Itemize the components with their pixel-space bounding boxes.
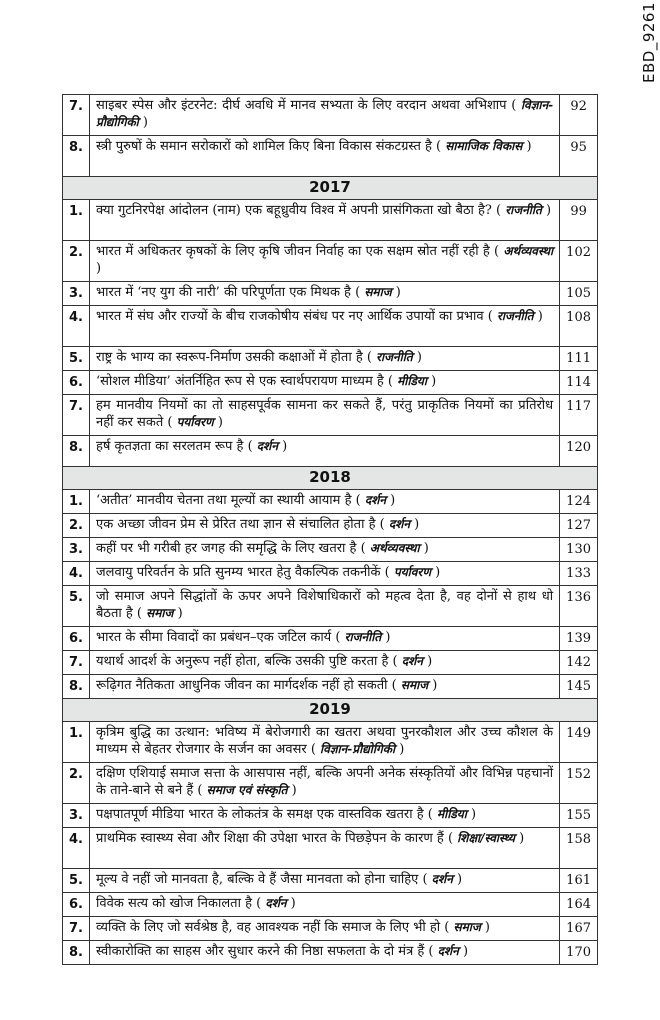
essay-title-cell: एक अच्छा जीवन प्रेम से प्रेरित तथा ज्ञान से संचालित होता है ( दर्शन ): [90, 514, 560, 538]
table-row: [63, 763, 598, 804]
year-heading: 2018: [63, 467, 598, 490]
page-number: 117: [560, 395, 598, 436]
essay-title: जो समाज अपने सिद्धांतों के ऊपर अपने विशेषाधिकारों को महत्व देता है, वह दोनों से हाथ धो बैठता है: [96, 589, 554, 621]
essay-category: विज्ञान-प्रौद्योगिकी: [96, 98, 554, 129]
table-row: [63, 95, 598, 136]
item-number: 2.: [63, 514, 90, 538]
essay-category: पर्यावरण: [393, 565, 432, 579]
table-row: [63, 200, 598, 241]
essay-title-cell: हर्ष कृतज्ञता का सरलतम रूप है ( दर्शन ): [90, 436, 560, 467]
table-row: [63, 562, 598, 586]
essay-title: एक अच्छा जीवन प्रेम से प्रेरित तथा ज्ञान से संचालित होता है: [96, 517, 376, 532]
table-row: [63, 722, 598, 763]
item-number: 1.: [63, 490, 90, 514]
essay-category: दर्शन: [364, 493, 387, 507]
item-number: 3.: [63, 804, 90, 828]
essay-title-cell: ‘सोशल मीडिया’ अंतर्निहित रूप से एक स्वार्थपरायण माध्यम है ( मीडिया ): [90, 371, 560, 395]
table-row: [63, 395, 598, 436]
essay-title-cell: पक्षपातपूर्ण मीडिया भारत के लोकतंत्र के समक्ष एक वास्तविक खतरा है ( मीडिया ): [90, 804, 560, 828]
item-number: 7.: [63, 917, 90, 941]
essay-category: सामाजिक विकास: [445, 139, 523, 153]
table-row: [63, 538, 598, 562]
item-number: 6.: [63, 893, 90, 917]
table-row: [63, 804, 598, 828]
item-number: 7.: [63, 95, 90, 136]
essay-title-cell: विवेक सत्य को खोज निकालता है ( दर्शन ): [90, 893, 560, 917]
item-number: 4.: [63, 562, 90, 586]
table-row: [63, 282, 598, 306]
item-number: 2.: [63, 763, 90, 804]
table-row: [63, 893, 598, 917]
essay-title: ‘अतीत’ मानवीय चेतना तथा मूल्यों का स्थायी आयाम है: [96, 493, 352, 508]
essay-title-cell: प्राथमिक स्वास्थ्य सेवा और शिक्षा की उपेक्षा भारत के पिछड़ेपन के कारण हैं ( शिक्षा/स्वास्थ्य ): [90, 828, 560, 869]
item-number: 1.: [63, 722, 90, 763]
table-row: [63, 241, 598, 282]
item-number: 7.: [63, 395, 90, 436]
essay-title-cell: रूढ़िगत नैतिकता आधुनिक जीवन का मार्गदर्शक नहीं हो सकती ( समाज ): [90, 675, 560, 699]
table-row: [63, 917, 598, 941]
year-header-row: [63, 177, 598, 200]
page-number: 170: [560, 941, 598, 965]
item-number: 5.: [63, 586, 90, 627]
essay-title: पक्षपातपूर्ण मीडिया भारत के लोकतंत्र के समक्ष एक वास्तविक खतरा है: [96, 807, 424, 822]
year-header-row: [63, 467, 598, 490]
item-number: 8.: [63, 136, 90, 177]
essay-category: मीडिया: [436, 807, 467, 821]
page-number: 158: [560, 828, 598, 869]
page-number: 120: [560, 436, 598, 467]
essay-category: दर्शन: [388, 517, 411, 531]
essay-category: मीडिया: [397, 374, 427, 388]
essay-title-cell: ‘अतीत’ मानवीय चेतना तथा मूल्यों का स्थायी आयाम है ( दर्शन ): [90, 490, 560, 514]
essay-title-cell: क्या गुटनिरपेक्ष आंदोलन (नाम) एक बहूध्रुवीय विश्व में अपनी प्रासंगिकता खो बैठा है? ( राजनीति ): [90, 200, 560, 241]
essay-category: समाज एवं संस्कृति: [206, 783, 288, 797]
essay-category: दर्शन: [437, 944, 459, 958]
essay-category: अर्थव्यवस्था: [503, 244, 554, 258]
essay-title: साइबर स्पेस और इंटरनेट: दीर्घ अवधि में मानव सभ्यता के लिए वरदान अथवा अभिशाप: [96, 98, 507, 113]
page-number: 111: [560, 347, 598, 371]
essay-title-cell: यथार्थ आदर्श के अनुरूप नहीं होता, बल्कि उसकी पुष्टि करता है ( दर्शन ): [90, 651, 560, 675]
table-row: [63, 306, 598, 347]
essay-title-cell: राष्ट्र के भाग्य का स्वरूप-निर्माण उसकी कक्षाओं में होता है ( राजनीति ): [90, 347, 560, 371]
essay-title: रूढ़िगत नैतिकता आधुनिक जीवन का मार्गदर्शक नहीं हो सकती: [96, 678, 388, 693]
essay-title-cell: कृत्रिम बुद्धि का उत्थान: भविष्य में बेरोजगारी का खतरा अथवा पुनरकौशल और उच्च कौशल के माध्यम से बेहतर रोजगार के सर्जन का अवसर ( विज्ञान-प्रौद्योगिकी ): [90, 722, 560, 763]
essay-title-cell: स्त्री पुरुषों के समान सरोकारों को शामिल किए बिना विकास संकटग्रस्त है ( सामाजिक विकास ): [90, 136, 560, 177]
page-number: 124: [560, 490, 598, 514]
essay-title: हर्ष कृतज्ञता का सरलतम रूप है: [96, 439, 244, 454]
table-row: [63, 136, 598, 177]
essay-title-cell: भारत में ‘नए युग की नारी’ की परिपूर्णता एक मिथक है ( समाज ): [90, 282, 560, 306]
essay-title-cell: जलवायु परिवर्तन के प्रति सुनम्य भारत हेतु वैकल्पिक तकनीकें ( पर्यावरण ): [90, 562, 560, 586]
item-number: 2.: [63, 241, 90, 282]
page-number: 167: [560, 917, 598, 941]
page-code: EBD_9261: [640, 2, 658, 83]
page-number: 105: [560, 282, 598, 306]
essay-category: समाज: [146, 606, 174, 620]
table-row: [63, 941, 598, 965]
essay-category: समाज: [453, 920, 481, 934]
year-heading: 2017: [63, 177, 598, 200]
essay-title: यथार्थ आदर्श के अनुरूप नहीं होता, बल्कि उसकी पुष्टि करता है: [96, 654, 389, 669]
essay-category: दर्शन: [256, 439, 278, 453]
essay-category: विज्ञान-प्रौद्योगिकी: [320, 742, 396, 756]
item-number: 4.: [63, 306, 90, 347]
essay-title-cell: स्वीकारोक्ति का साहस और सुधार करने की निष्ठा सफलता के दो मंत्र हैं ( दर्शन ): [90, 941, 560, 965]
table-row: [63, 490, 598, 514]
essay-title: भारत में ‘नए युग की नारी’ की परिपूर्णता एक मिथक है: [96, 285, 351, 300]
table-row: [63, 651, 598, 675]
page-number: 99: [560, 200, 598, 241]
table-row: [63, 436, 598, 467]
essay-title: भारत के सीमा विवादों का प्रबंधन–एक जटिल कार्य: [96, 630, 332, 645]
essay-title-cell: कहीं पर भी गरीबी हर जगह की समृद्धि के लिए खतरा है ( अर्थव्यवस्था ): [90, 538, 560, 562]
page-number: 102: [560, 241, 598, 282]
essay-title: राष्ट्र के भाग्य का स्वरूप-निर्माण उसकी कक्षाओं में होता है: [96, 350, 363, 365]
table-row: [63, 627, 598, 651]
essay-title: जलवायु परिवर्तन के प्रति सुनम्य भारत हेतु वैकल्पिक तकनीकें: [96, 565, 381, 580]
year-header-row: [63, 699, 598, 722]
table-row: [63, 347, 598, 371]
essay-title-cell: भारत में संघ और राज्यों के बीच राजकोषीय संबंध पर नए आर्थिक उपायों का प्रभाव ( राजनीति ): [90, 306, 560, 347]
page-number: 164: [560, 893, 598, 917]
essay-title-cell: साइबर स्पेस और इंटरनेट: दीर्घ अवधि में मानव सभ्यता के लिए वरदान अथवा अभिशाप ( विज्ञान-प्रौद्योगिकी ): [90, 95, 560, 136]
essay-category: राजनीति: [376, 350, 413, 364]
page-number: 142: [560, 651, 598, 675]
table-row: [63, 675, 598, 699]
item-number: 5.: [63, 869, 90, 893]
page-number: 92: [560, 95, 598, 136]
essay-title-cell: दक्षिण एशियाई समाज सत्ता के आसपास नहीं, बल्कि अपनी अनेक संस्कृतियों और विभिन्न पहचानों के ताने-बाने से बने हैं ( समाज एवं संस्कृति ): [90, 763, 560, 804]
page-number: 95: [560, 136, 598, 177]
page-number: 130: [560, 538, 598, 562]
essay-category: शिक्षा/स्वास्थ्य: [457, 831, 516, 845]
essay-title: कृत्रिम बुद्धि का उत्थान: भविष्य में बेरोजगारी का खतरा अथवा पुनरकौशल और उच्च कौशल के माध्यम से बेहतर रोजगार के सर्जन का अवसर: [96, 725, 554, 757]
item-number: 6.: [63, 371, 90, 395]
page-number: 108: [560, 306, 598, 347]
essay-title-cell: मूल्य वे नहीं जो मानवता है, बल्कि वे हैं जैसा मानवता को होना चाहिए ( दर्शन ): [90, 869, 560, 893]
essay-title: विवेक सत्य को खोज निकालता है: [96, 896, 252, 911]
essay-title: भारत में संघ और राज्यों के बीच राजकोषीय संबंध पर नए आर्थिक उपायों का प्रभाव: [96, 309, 484, 324]
page-number: 145: [560, 675, 598, 699]
item-number: 8.: [63, 941, 90, 965]
essay-category: अर्थव्यवस्था: [369, 541, 420, 555]
essay-title: प्राथमिक स्वास्थ्य सेवा और शिक्षा की उपेक्षा भारत के पिछड़ेपन के कारण हैं: [96, 831, 444, 846]
page-number: 114: [560, 371, 598, 395]
essay-title-cell: व्यक्ति के लिए जो सर्वश्रेष्ठ है, वह आवश्यक नहीं कि समाज के लिए भी हो ( समाज ): [90, 917, 560, 941]
page-number: 136: [560, 586, 598, 627]
essay-index-table: [62, 94, 598, 965]
essay-title: क्या गुटनिरपेक्ष आंदोलन (नाम) एक बहूध्रुवीय विश्व में अपनी प्रासंगिकता खो बैठा है?: [96, 203, 492, 218]
essay-title: हम मानवीय नियमों का तो साहसपूर्वक सामना कर सकते हैं, परंतु प्राकृतिक नियमों का प्रतिरोध नहीं कर सकते: [96, 398, 554, 430]
essay-title: स्त्री पुरुषों के समान सरोकारों को शामिल किए बिना विकास संकटग्रस्त है: [96, 139, 432, 154]
year-heading: 2019: [63, 699, 598, 722]
essay-title: ‘सोशल मीडिया’ अंतर्निहित रूप से एक स्वार्थपरायण माध्यम है: [96, 374, 384, 389]
item-number: 8.: [63, 675, 90, 699]
page-number: 152: [560, 763, 598, 804]
page-number: 133: [560, 562, 598, 586]
table-row: [63, 514, 598, 538]
essay-title: मूल्य वे नहीं जो मानवता है, बल्कि वे हैं जैसा मानवता को होना चाहिए: [96, 872, 419, 887]
essay-category: दर्शन: [431, 872, 453, 886]
essay-title-cell: जो समाज अपने सिद्धांतों के ऊपर अपने विशेषाधिकारों को महत्व देता है, वह दोनों से हाथ धो बैठता है ( समाज ): [90, 586, 560, 627]
essay-category: दर्शन: [265, 896, 287, 910]
table-row: [63, 371, 598, 395]
essay-title-cell: हम मानवीय नियमों का तो साहसपूर्वक सामना कर सकते हैं, परंतु प्राकृतिक नियमों का प्रतिरोध नहीं कर सकते ( पर्यावरण ): [90, 395, 560, 436]
table-row: [63, 869, 598, 893]
item-number: 8.: [63, 436, 90, 467]
item-number: 4.: [63, 828, 90, 869]
item-number: 3.: [63, 282, 90, 306]
essay-title: व्यक्ति के लिए जो सर्वश्रेष्ठ है, वह आवश्यक नहीं कि समाज के लिए भी हो: [96, 920, 441, 935]
essay-title: कहीं पर भी गरीबी हर जगह की समृद्धि के लिए खतरा है: [96, 541, 357, 556]
essay-category: समाज: [400, 678, 429, 692]
item-number: 1.: [63, 200, 90, 241]
table-row: [63, 828, 598, 869]
table-row: [63, 586, 598, 627]
item-number: 3.: [63, 538, 90, 562]
page-number: 127: [560, 514, 598, 538]
item-number: 7.: [63, 651, 90, 675]
page-number: 149: [560, 722, 598, 763]
page-number: 155: [560, 804, 598, 828]
essay-title: भारत में अधिकतर कृषकों के लिए कृषि जीवन निर्वाह का एक सक्षम स्रोत नहीं रही है: [96, 244, 490, 259]
item-number: 5.: [63, 347, 90, 371]
item-number: 6.: [63, 627, 90, 651]
essay-title-cell: भारत में अधिकतर कृषकों के लिए कृषि जीवन निर्वाह का एक सक्षम स्रोत नहीं रही है ( अर्थव्यवस्था ): [90, 241, 560, 282]
essay-title: दक्षिण एशियाई समाज सत्ता के आसपास नहीं, बल्कि अपनी अनेक संस्कृतियों और विभिन्न पहचानों के ताने-बाने से बने हैं: [96, 766, 554, 798]
essay-category: राजनीति: [344, 630, 382, 644]
page-number: 161: [560, 869, 598, 893]
essay-category: राजनीति: [496, 309, 534, 323]
essay-category: दर्शन: [401, 654, 423, 668]
essay-title-cell: भारत के सीमा विवादों का प्रबंधन–एक जटिल कार्य ( राजनीति ): [90, 627, 560, 651]
essay-category: समाज: [364, 285, 392, 299]
essay-category: राजनीति: [505, 203, 542, 217]
essay-title: स्वीकारोक्ति का साहस और सुधार करने की निष्ठा सफलता के दो मंत्र हैं: [96, 944, 425, 959]
page-number: 139: [560, 627, 598, 651]
essay-category: पर्यावरण: [176, 415, 214, 429]
